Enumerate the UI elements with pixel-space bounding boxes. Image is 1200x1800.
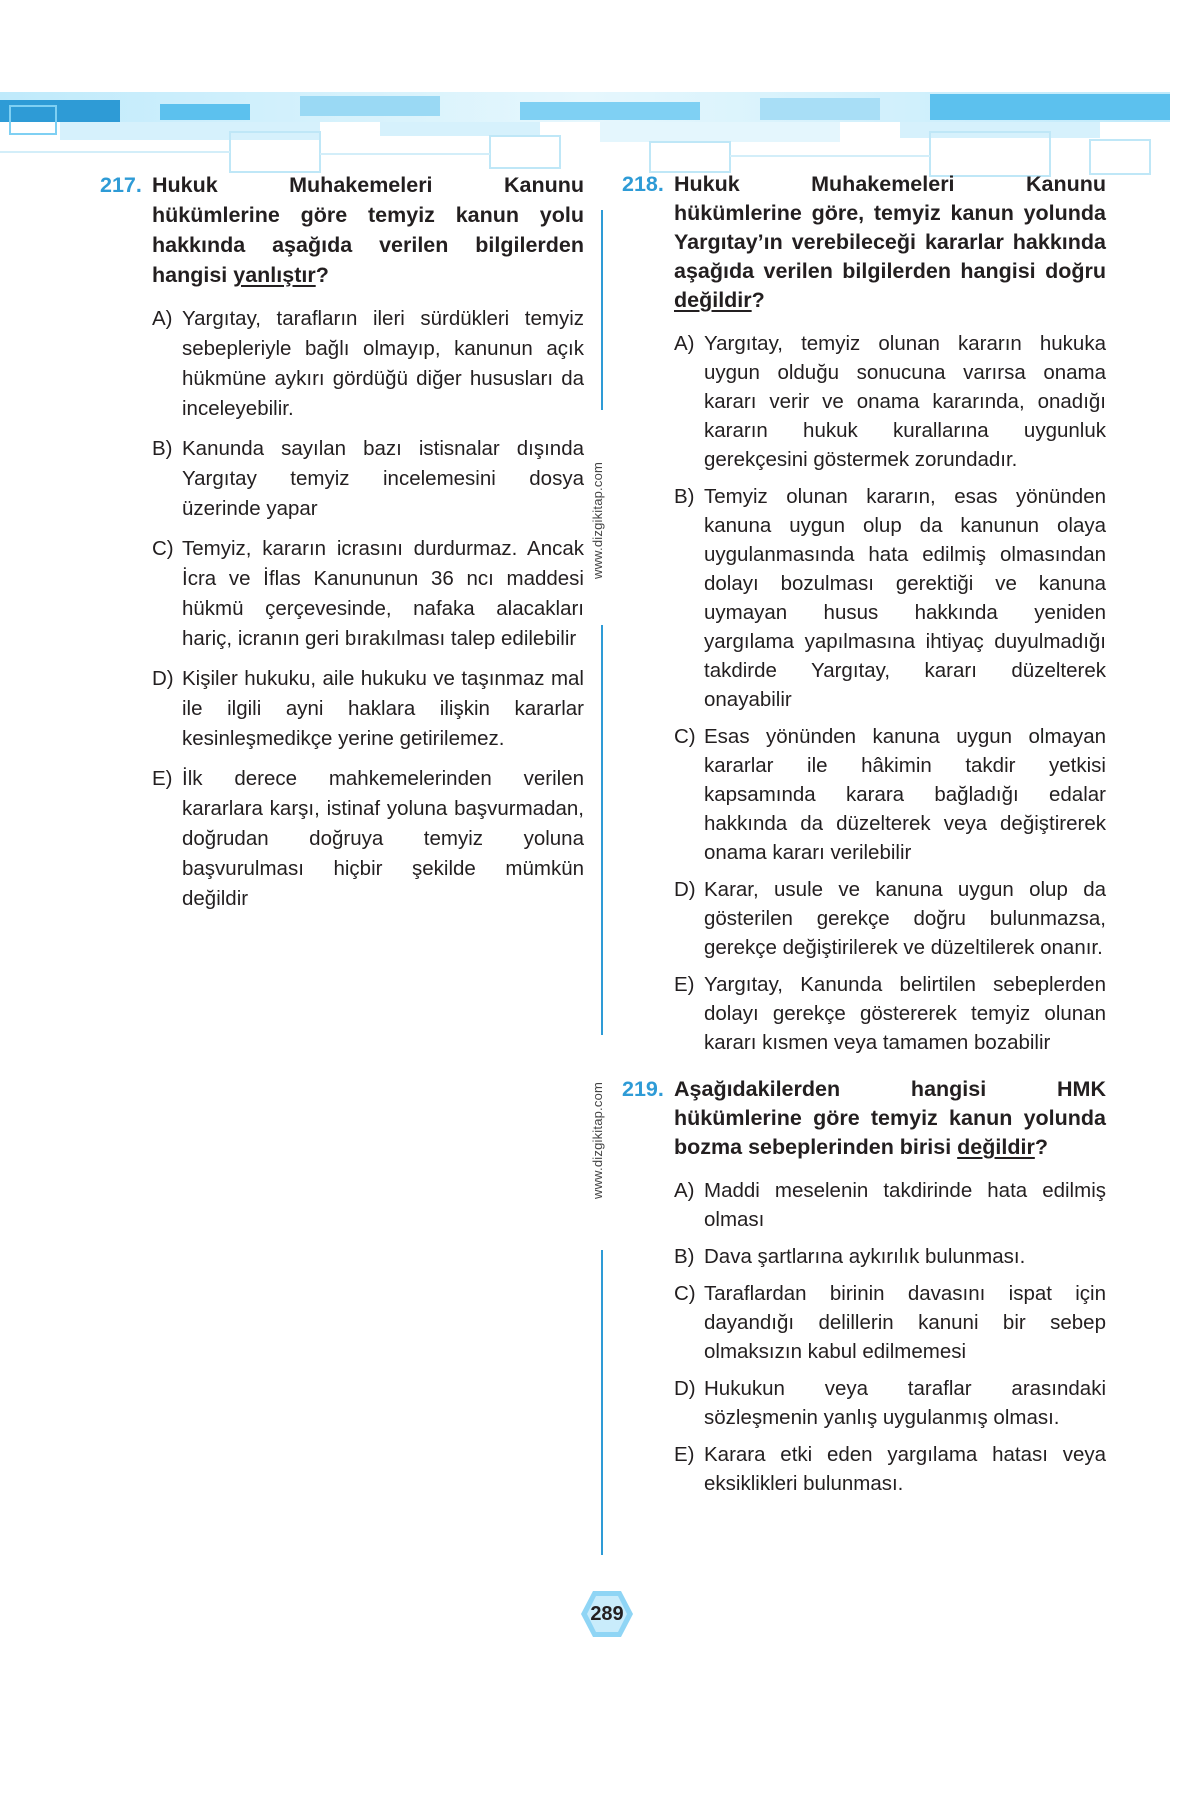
option-letter: B) <box>674 485 695 508</box>
option-text: Yargıtay, tarafların ileri sürdükleri temyiz sebepleriyle bağlı olmayıp, kanunun açık hükmüne aykırı gördüğü diğer hususları da inceleyebilir. <box>182 307 584 420</box>
option-text: İlk derece mahkemelerinden verilen kararlara karşı, istinaf yoluna başvurmadan, doğrudan doğruya temyiz yoluna başvurulması hiçbir şekilde mümkün değildir <box>182 767 584 910</box>
option-c[interactable] <box>674 722 1106 867</box>
option-letter: D) <box>674 1377 696 1400</box>
option-e[interactable] <box>674 970 1106 1057</box>
stem-text: Hukuk Muhakemeleri Kanunu hükümlerine göre temyiz kanun yolu hakkında aşağıda verilen bilgilerden hangisi <box>152 173 584 287</box>
option-text: Dava şartlarına aykırılık bulunması. <box>704 1245 1026 1268</box>
side-url-text: www.dizgikitap.com <box>590 461 605 579</box>
option-text: Kanunda sayılan bazı istisnalar dışında Yargıtay temyiz incelemesini dosya üzerinde yapar <box>182 437 584 520</box>
stem-end: ? <box>751 288 765 312</box>
option-letter: B) <box>674 1245 695 1268</box>
option-text: Temyiz olunan kararın, esas yönünden kanuna uygun olup da kanunun olaya uygulanmasında hata edilmiş olmasından dolayı bozulması gerektiği ve kanuna uymayan husus hakkında yeniden yargılama yapılmasına ihtiyaç duyulmadığı takdirde Yargıtay, kararı düzelterek onayabilir <box>704 485 1106 711</box>
question-218 <box>622 170 1106 1057</box>
answer-options <box>100 304 584 914</box>
question-219 <box>622 1075 1106 1498</box>
option-letter: B) <box>152 437 173 460</box>
question-number: 218. <box>622 172 664 196</box>
column-divider <box>601 210 603 410</box>
option-a[interactable] <box>674 329 1106 474</box>
right-column <box>622 170 1106 1516</box>
option-letter: E) <box>152 767 173 790</box>
option-letter: D) <box>152 667 174 690</box>
question-stem <box>622 1075 1106 1162</box>
option-text: Kişiler hukuku, aile hukuku ve taşınmaz mal ile ilgili ayni haklara ilişkin kararlar kesinleşmedikçe yerine getirilemez. <box>182 667 584 750</box>
option-d[interactable] <box>674 875 1106 962</box>
option-text: Yargıtay, Kanunda belirtilen sebeplerden dolayı gerekçe göstererek temyiz olunan kararı kısmen veya tamamen bozabilir <box>704 973 1106 1054</box>
question-217 <box>100 170 584 914</box>
option-d[interactable] <box>674 1374 1106 1432</box>
option-e[interactable] <box>674 1440 1106 1498</box>
option-b[interactable] <box>674 482 1106 714</box>
left-column <box>100 170 584 932</box>
option-b[interactable] <box>674 1242 1106 1271</box>
option-text: Karar, usule ve kanuna uygun olup da gösterilen gerekçe doğru bulunmazsa, gerekçe değiştirilerek ve düzeltilerek onanır. <box>704 878 1106 959</box>
question-number: 217. <box>100 173 142 197</box>
answer-options <box>622 1176 1106 1498</box>
stem-end: ? <box>1034 1135 1048 1159</box>
stem-emphasis: yanlıştır <box>233 263 316 287</box>
option-text: Taraflardan birinin davasını ispat için dayandığı delillerin kanuni bir sebep olmaksızın kabul edilmemesi <box>704 1282 1106 1363</box>
page-number: 289 <box>590 1603 624 1625</box>
option-letter: D) <box>674 878 696 901</box>
stem-text: Aşağıdakilerden hangisi HMK hükümlerine göre temyiz kanun yolunda bozma sebeplerinden birisi <box>674 1077 1106 1159</box>
option-letter: C) <box>152 537 174 560</box>
column-divider <box>601 625 603 1035</box>
option-text: Maddi meselenin takdirinde hata edilmiş olması <box>704 1179 1106 1231</box>
option-letter: E) <box>674 973 695 996</box>
option-letter: A) <box>152 307 173 330</box>
stem-emphasis: değildir <box>674 288 752 312</box>
option-text: Temyiz, kararın icrasını durdurmaz. Ancak İcra ve İflas Kanununun 36 ncı maddesi hükmü çerçevesinde, nafaka alacakları hariç, icranın geri bırakılması talep edilebilir <box>182 537 584 650</box>
option-text: Hukukun veya taraflar arasındaki sözleşmenin yanlış uygulanmış olması. <box>704 1377 1106 1429</box>
option-text: Yargıtay, temyiz olunan kararın hukuka uygun olduğu sonucuna varırsa onama kararı verir ve onama kararında, onadığı kararın hukuk kurallarına uygunluk gerekçesini göstermek zorundadır. <box>704 332 1106 471</box>
stem-emphasis: değildir <box>957 1135 1035 1159</box>
option-a[interactable] <box>152 304 584 424</box>
question-number: 219. <box>622 1077 664 1101</box>
option-letter: C) <box>674 725 696 748</box>
page-number-badge <box>580 1590 634 1638</box>
side-url-text: www.dizgikitap.com <box>590 1081 605 1199</box>
option-c[interactable] <box>152 534 584 654</box>
option-e[interactable] <box>152 764 584 914</box>
stem-end: ? <box>315 263 329 287</box>
option-d[interactable] <box>152 664 584 754</box>
option-text: Karara etki eden yargılama hatası veya eksiklikleri bulunması. <box>704 1443 1106 1495</box>
stem-text: Hukuk Muhakemeleri Kanunu hükümlerine göre, temyiz kanun yolunda Yargıtay’ın verebileceği kararlar hakkında aşağıda verilen bilgilerden hangisi doğru <box>674 172 1106 283</box>
question-stem <box>100 170 584 290</box>
question-stem <box>622 170 1106 315</box>
option-c[interactable] <box>674 1279 1106 1366</box>
option-letter: A) <box>674 332 695 355</box>
option-letter: C) <box>674 1282 696 1305</box>
option-a[interactable] <box>674 1176 1106 1234</box>
option-b[interactable] <box>152 434 584 524</box>
answer-options <box>622 329 1106 1057</box>
column-divider <box>601 1250 603 1555</box>
option-letter: A) <box>674 1179 695 1202</box>
option-letter: E) <box>674 1443 695 1466</box>
option-text: Esas yönünden kanuna uygun olmayan kararlar ile hâkimin takdir yetkisi kapsamında karara bağladığı edalar hakkında da düzelterek veya değiştirerek onama kararı verilebilir <box>704 725 1106 864</box>
